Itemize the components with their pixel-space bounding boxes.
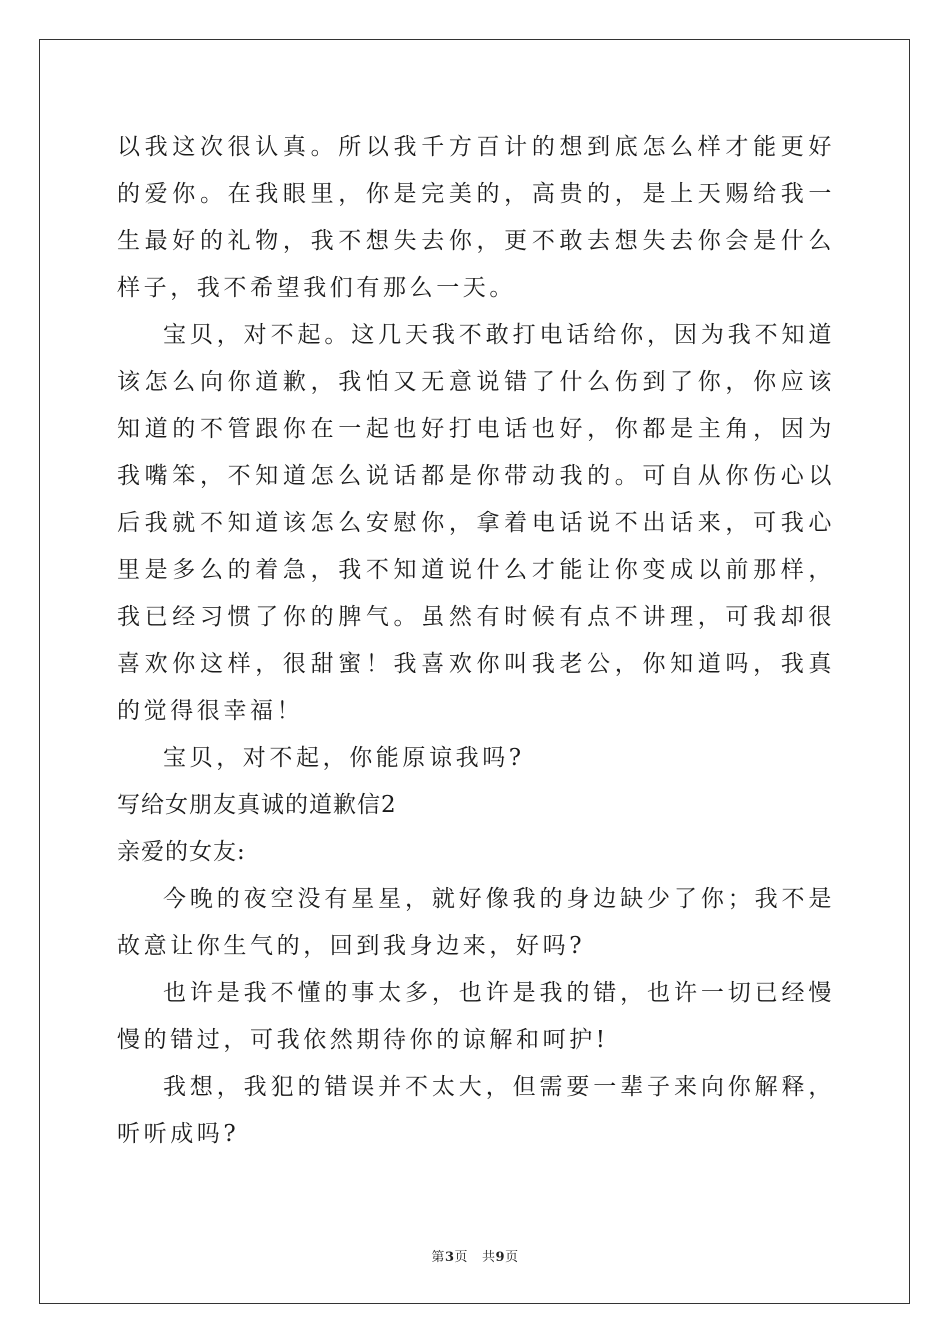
page-prefix: 第 <box>431 1250 445 1265</box>
letter-paragraph: 今晚的夜空没有星星，就好像我的身边缺少了你；我不是故意让你生气的，回到我身边来，好吗? <box>117 886 835 959</box>
letter-paragraph: 我想，我犯的错误并不太大，但需要一辈子来向你解释，听听成吗? <box>117 1074 835 1147</box>
paragraph: 以我这次很认真。所以我千方百计的想到底怎么样才能更好的爱你。在我眼里，你是完美的，高贵的，是上天赐给我一生最好的礼物，我不想失去你，更不敢去想失去你会是什么样子，我不希望我们有那么一天。 <box>117 134 835 301</box>
salutation: 亲爱的女友: <box>117 839 246 865</box>
document-body <box>117 124 835 1158</box>
page-suffix: 页 <box>454 1250 468 1265</box>
section-title: 写给女朋友真诚的道歉信2 <box>117 792 397 818</box>
total-suffix: 页 <box>505 1250 519 1265</box>
page-footer <box>0 1246 950 1265</box>
paragraph: 宝贝，对不起。这几天我不敢打电话给你，因为我不知道该怎么向你道歉，我怕又无意说错了什么伤到了你，你应该知道的不管跟你在一起也好打电话也好，你都是主角，因为我嘴笨，不知道怎么说话都是你带动我的。可自从你伤心以后我就不知道该怎么安慰你，拿着电话说不出话来，可我心里是多么的着急，我不知道说什么才能让你变成以前那样，我已经习惯了你的脾气。虽然有时候有点不讲理，可我却很喜欢你这样，很甜蜜！我喜欢你叫我老公，你知道吗，我真的觉得很幸福！ <box>117 322 835 724</box>
total-prefix: 共 <box>482 1250 496 1265</box>
page-number: 3 <box>444 1250 455 1265</box>
letter-paragraph: 也许是我不懂的事太多，也许是我的错，也许一切已经慢慢的错过，可我依然期待你的谅解和呵护! <box>117 980 835 1053</box>
paragraph: 宝贝，对不起，你能原谅我吗? <box>163 745 525 771</box>
total-pages: 9 <box>495 1250 506 1265</box>
